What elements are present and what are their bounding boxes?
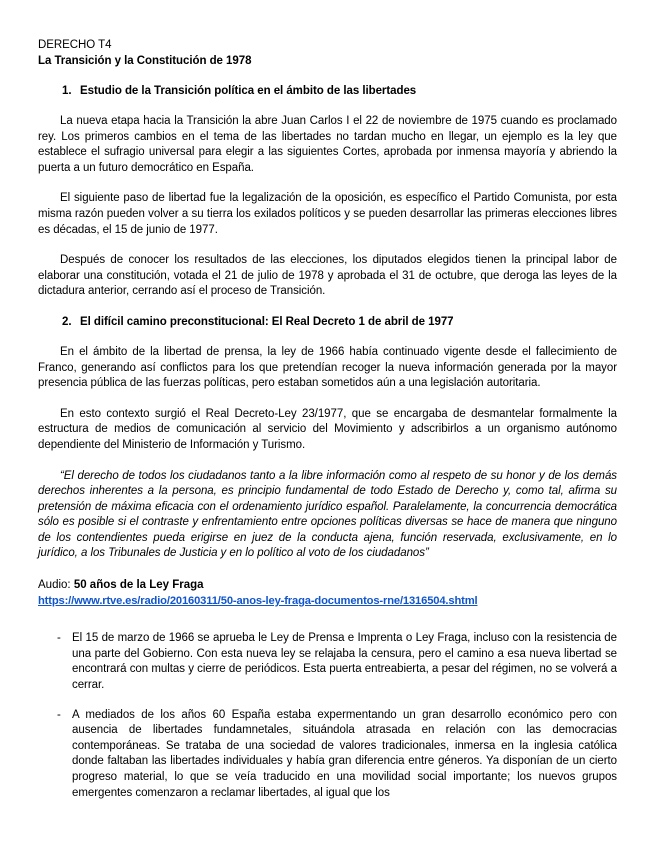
list-item (38, 631, 617, 693)
bullet-marker: - (57, 708, 61, 721)
list-item-text: El 15 de marzo de 1966 se aprueba le Ley de Prensa e Imprenta o Ley Fraga, incluso con la resistencia de una parte del Gobierno. Con esta nueva ley se relajaba la censura, pero el camino a esa nueva libertad se encontrará con multas y cierre de periódicos. Esta puerta entreabierta, a pesar del régimen, no se volverá a cerrar. (72, 632, 617, 692)
audio-title: 50 años de la Ley Fraga (73, 579, 204, 592)
document-body (38, 38, 617, 801)
list-item (38, 708, 617, 802)
section-2-heading (38, 315, 617, 330)
audio-label: Audio: (38, 579, 71, 592)
section-2-title: El difícil camino preconstitucional: El Real Decreto 1 de abril de 1977 (80, 315, 454, 328)
course-code: DERECHO T4 (38, 39, 112, 51)
section-1-paragraph-3: Después de conocer los resultados de las elecciones, los diputados elegidos tienen la principal labor de elaborar una constitución, votada el 21 de julio de 1978 y aprobada el 31 de octubre, que deroga las leyes de la dictadura anterior, cerrando así el proceso de Transición. (38, 254, 617, 298)
document-header (38, 38, 617, 69)
audio-caption (38, 578, 617, 594)
section-1-number: 1. (62, 85, 72, 97)
audio-reference (38, 578, 617, 609)
bullet-marker: - (57, 632, 61, 645)
audio-link[interactable]: https://www.rtve.es/radio/20160311/50-anos-ley-fraga-documentos-rne/1316504.shtml (38, 594, 478, 607)
section-1-paragraph-1: La nueva etapa hacia la Transición la abre Juan Carlos I el 22 de noviembre de 1975 cuando es proclamado rey. Los primeros cambios en el tema de las libertades no tardan mucho en llegar, un ejemplo es la ley que establece el sufragio universal para elegir a las siguientes Cortes, aprobada por inmensa mayoría y abriendo la puerta a un futuro democrático en España. (38, 115, 617, 174)
section-2-number: 2. (62, 315, 72, 328)
section-1-title: Estudio de la Transición política en el ámbito de las libertades (80, 85, 417, 97)
section-1-paragraph-2: El siguiente paso de libertad fue la legalización de la oposición, es específico el Partido Comunista, por esta misma razón pueden volver a su tierra los exilados políticos y se pueden desarrollar las primeras elecciones libres es décadas, el 15 de junio de 1977. (38, 192, 617, 236)
list-item-text: A mediados de los años 60 España estaba expermentando un gran desarrollo económico pero con ausencia de libertades fundamnetales, situándola atrasada en relación con las democracias contemporáneas. Se trataba de una sociedad de valores tradicionales, inmersa en la inglesia católica donde faltaban las libertades individuales y había gran diferencia entre géneros. Ya disponían de un cierto progreso material, lo que se veía traducido en una movilidad social importante; los nuevos grupos emergentes comenzaron a reclamar libertades, al igual que los (72, 708, 617, 799)
section-2-paragraph-1: En el ámbito de la libertad de prensa, la ley de 1966 había continuado vigente desde el fallecimiento de Franco, generando así conflictos para los que pretendían recoger la nueva información generada por la mayor presencia pública de las fuerzas políticas, pero estaban sometidos aún a una legislación autoritaria. (38, 345, 617, 390)
document-subtitle: La Transición y la Constitución de 1978 (38, 54, 252, 67)
section-2-paragraph-2: En esto contexto surgió el Real Decreto-Ley 23/1977, que se encargaba de desmantelar formalmente la estructura de medios de comunicación al servicio del Movimiento y adscribirlos a un organismo autónomo dependiente del Ministerio de Información y Turismo. (38, 407, 617, 451)
section-2-blockquote: “El derecho de todos los ciudadanos tanto a la libre información como al respeto de su honor y de los demás derechos inherentes a la persona, es principio fundamental de todo Estado de Derecho y, como tal, afirma su pretensión de máxima eficacia con el ordenamiento jurídico español. Paralelamente, la concurrencia democrática sólo es posible si el contraste y enfrentamiento entre opciones políticas diversas se hace de manera que ninguno de los contendientes pueda erigirse en juez de la conducta ajena, función reservada, exclusivamente, en lo jurídico, a los Tribunales de Justicia y en lo político al voto de los ciudadanos” (38, 469, 617, 560)
bullet-list (38, 631, 617, 801)
section-1-heading (38, 84, 617, 99)
